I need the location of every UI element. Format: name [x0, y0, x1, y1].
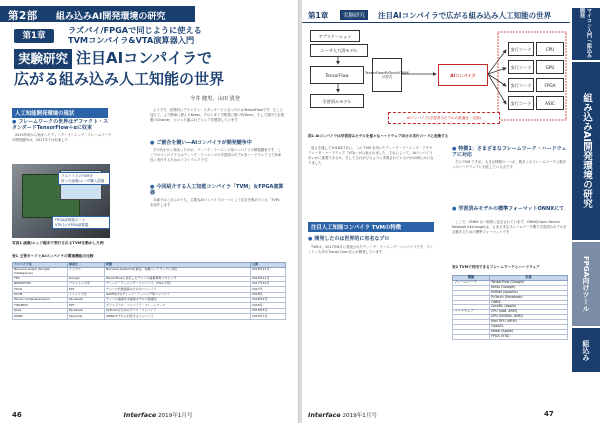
magazine-brand: Interface — [123, 411, 157, 419]
body-paragraph: その TVM ですが，大きな特徴の一つが，数多くのフレームワークと数多くのハードウェアに対応している点です． — [452, 160, 567, 169]
fig-onnx-format: TensorFlow/PyTorch/ONNXの形式 — [372, 58, 402, 92]
bullet-heading-1: ● フレームワークの世界はデファクト・スタンダードTensorFlow＋αに収束 — [12, 119, 112, 131]
framework-hardware-table — [452, 275, 568, 340]
bullet-heading-2: ● ご割合を競い―AIコンパイラが開発競争中 — [150, 140, 284, 146]
body-paragraph: 覚えを通して2018年7月に，この TVM を用いたディープ・ラーニング・アクセラレータ・ハードウェア「VTA」が公表されました．それによって，AIコンパイラがいかに重要であるか，そしてそれがどのように実現されているのかが明らかになりました． — [308, 146, 434, 165]
table-header: 公開 — [251, 263, 286, 268]
table-cell: Facebook — [68, 308, 105, 313]
right-page — [302, 0, 600, 423]
fig-target-label: 実行コード — [508, 60, 534, 74]
bullet-heading-r3: ● 学習済みモデルの標準フォーマットONNXにて — [452, 206, 568, 212]
right-body-text-3 — [452, 160, 568, 200]
callout-text: 使った画像/ユーザ購入認識 — [61, 178, 105, 183]
photo-callout-top — [58, 172, 110, 185]
body-paragraph: ようです．世界的にデファクト・スタンダードとなったのはTensorFlowです．そこに加えて，より簡単に使えるKeras，プロトタイプ開発に強いPyTorch，そして国内で企業製のChainer，といった顔ぶれでシェアを獲得しています． — [150, 108, 284, 122]
table-cell: PyTorch (Facebook) — [490, 295, 568, 300]
table-cell: TensorFlowに対応したテンソル演算専用プロセッサ — [105, 276, 251, 281]
subtitle-line-2: TVMコンパイラ&VTA演算器入門 — [68, 35, 195, 45]
fig-framework-name: TensorFlow — [325, 72, 349, 78]
table-cell: FPGA (VTA) — [490, 334, 568, 339]
chapter-running-header — [302, 8, 570, 23]
issue-date: 2019年1月号 — [342, 413, 378, 419]
right-body-text-4 — [452, 220, 568, 260]
right-body-text-1 — [308, 146, 434, 208]
table-cell: Keras (Google) — [490, 285, 568, 290]
table-cell: Swift向けのディープ・ラーニング用コンパイラ — [105, 292, 251, 297]
table-cell: MIT — [68, 303, 105, 308]
title-line-2: 広がる組み込み人工知能の世界 — [14, 70, 225, 88]
table-cell: DLVM — [13, 292, 68, 297]
table-row — [453, 334, 568, 339]
table-cell: Nervana Systemsを買収，各種ハードウェアに対応 — [105, 267, 251, 276]
table-cell: 2018年5月 — [251, 308, 286, 313]
bullet-heading-r1: ● 開発したのは世界的に有名なプロ — [308, 236, 434, 242]
chapter-number: 第1章 — [308, 11, 329, 20]
table-cell: TACO — [13, 287, 68, 292]
table-cell: Nervana Graph (Google Intelligence) — [13, 267, 68, 276]
table-cell: Skymizer — [68, 314, 105, 319]
table-cell — [453, 334, 490, 339]
table-cell: フレームワーク — [453, 280, 490, 285]
table-cell: ハードウェア — [453, 310, 490, 315]
side-tab-top: マイコン入門 / 組込み開発 — [572, 8, 600, 60]
body-text-4 — [150, 198, 284, 222]
compiler-table — [12, 262, 286, 320]
title-line-1: 注目AIコンパイラで — [76, 49, 213, 67]
experiment-badge: 実験研究 — [14, 49, 72, 69]
page-number: 47 — [544, 410, 554, 418]
left-footer — [12, 411, 193, 419]
table-cell: 2018年7月 — [251, 314, 286, 319]
right-footer — [308, 411, 570, 419]
fig-ai-compiler: AIコンパイラ — [438, 64, 488, 86]
table-header: 開発元 — [68, 263, 105, 268]
magazine-brand: Interface — [308, 411, 341, 419]
table-cell: 2018年11月 — [251, 267, 286, 276]
table-header: コンパイラ名 — [13, 263, 68, 268]
callout-text: VTA上のFPGA演算器 — [55, 222, 89, 227]
table-header: 種類 — [453, 276, 490, 281]
table-row — [13, 267, 286, 276]
table-cell: Google — [68, 276, 105, 281]
body-paragraph: 本稿ではこれらのうち，主要なAIコンパイラの一つとして注目を集めている「TVM」を紹介します． — [150, 198, 283, 207]
table-cell: MXNet (Apache) — [490, 290, 568, 295]
table-caption: 表1 主要ボードとAIコンパイラの関連機能の比較 — [12, 254, 94, 258]
subtitle-line-1: ラズパイ/FPGAで同じように使える — [68, 25, 202, 35]
body-text-1 — [12, 133, 112, 161]
fig-target-cpu: CPU — [536, 42, 564, 56]
table-cell: MIT — [68, 287, 105, 292]
table-cell: 2018年2月 — [251, 298, 286, 303]
body-paragraph: TVMは，2017年8月に発表されたディープ・ラーニング・コンパイラです．ワシントン大学のTianqi Chen氏らが開発しています． — [308, 245, 434, 254]
table-cell: GPU (NVIDIA, AMD) — [490, 315, 568, 320]
table-cell: ディープ・ラーニング・コンパイラ，VTAに対応 — [105, 281, 251, 286]
table-cell: ポリヘドラル・コンパイラ・フレームワーク — [105, 303, 251, 308]
fig-app-label: アプリケーション — [310, 30, 360, 42]
callout-text: FPGA演算器ボード — [55, 218, 86, 222]
figure-ai-compiler-flow — [308, 28, 570, 132]
table-cell: テンソル代数演算のためのコンパイラ — [105, 287, 251, 292]
table-cell: テンソル演算を多面体モデルで最適化 — [105, 298, 251, 303]
fig-target-label: 実行コード — [508, 42, 534, 56]
side-tab-bottom: 組込み — [572, 328, 600, 372]
table-cell: 2018年11月 — [251, 276, 286, 281]
table-cell: ワシントン大学 — [68, 281, 105, 286]
side-tab-main: 組み込みAI開発環境の研究 — [572, 62, 600, 240]
table-cell: ONNX — [490, 300, 568, 305]
bullet-heading-3: ● 今回紹介する人工知能コンパイラ「TVM」＆FPGA演算器 — [150, 184, 284, 196]
table-cell: Metal (Apple) — [490, 329, 568, 334]
fig-learning-model: 学習済みモデル — [310, 94, 364, 108]
part-header-bar — [0, 6, 195, 22]
article-subtitle — [68, 25, 202, 45]
table-cell: Tensor Comprehensions — [13, 298, 68, 303]
table-cell: PyTorchのためのグラフ・コンパイラ — [105, 308, 251, 313]
side-tab-sub: FPGA向けツール — [572, 242, 600, 326]
photo-callout-bottom — [52, 216, 110, 229]
table2-caption: 表2 TVMで利用できるフレームワークとハードウェア — [452, 265, 540, 269]
table-cell: イリノイ大学 — [68, 292, 105, 297]
table-cell: OpenCL — [490, 325, 568, 330]
part-label: 第2部 — [8, 10, 38, 22]
fig-target-fpga: FPGA — [536, 78, 564, 92]
table-cell: 2018年 — [251, 303, 286, 308]
fig-target-label: 実行コード — [508, 96, 534, 110]
body-text-3 — [150, 148, 284, 180]
body-paragraph: 2015年頃から始まったディープ・ラーニング・フレームワークの開発競争は，2017年では収束した — [12, 133, 112, 142]
page-number: 46 — [12, 411, 22, 419]
table-cell: 2017年 — [251, 287, 286, 292]
body-paragraph: ここで，ONNX は一般的に注目されています．ONNX(Open Neural Network eXchange)は，さまざまなフレームワーク間で学習済みモデルを交換するための標準フォーマットです． — [452, 220, 567, 234]
table-cell: ONNC — [13, 314, 68, 319]
chapter-tag: 実験研究 — [340, 10, 368, 20]
section-heading-1: 人工知能開発環境の現状 — [12, 108, 108, 118]
photo-caption: 写真1 画像/エッジ端末で実行されるTVMを動かした例 — [12, 241, 104, 245]
authors: 今井 健男，山田 貴登 — [190, 96, 240, 102]
table-cell: TensorFlow (Google) — [490, 280, 568, 285]
fig-target-asic: ASIC — [536, 96, 564, 110]
section-heading-2: 注目人工知能コンパイラ TVMの特徴 — [308, 222, 434, 232]
body-paragraph: その代わりに始まったのが，ディープ・ラーニング用コンパイラの開発競争です．ここでのコンパイラとはディープ・ラーニングの学習済みモデルをハードウェア上で効率良く実行するためのソフトウェアです． — [150, 148, 282, 162]
table-cell: Glow — [13, 308, 68, 313]
chapter-badge: 第1章 — [14, 29, 54, 43]
table-cell: 2018年 — [251, 292, 286, 297]
table-cell: TIRAMISU — [13, 303, 68, 308]
fig-target-gpu: GPU — [536, 60, 564, 74]
fig-framework-box — [310, 66, 364, 84]
table-row — [13, 314, 286, 319]
chapter-title: 注目AIコンパイラで広がる組み込み人工知能の世界 — [378, 11, 552, 20]
table-cell: CoreML (Apple) — [490, 305, 568, 310]
photo-raspi-demo — [12, 164, 110, 238]
table-cell: CPU (x86, ARM) — [490, 310, 568, 315]
part-title: 組み込みAI開発環境の研究 — [56, 12, 166, 22]
table-cell: 2017年10月 — [251, 281, 286, 286]
issue-date: 2019年1月号 — [158, 413, 193, 419]
callout-text: ラズパイ上のTVMを — [61, 174, 93, 178]
body-text-2 — [150, 108, 284, 138]
bullet-heading-r2: ● 特徴1：さまざまなフレームワーク・ハードウェアに対応 — [452, 146, 568, 158]
table-cell: インテル — [68, 267, 105, 276]
fig-bottom-note: AIコンパイラ(学習済みモデルの最適化・変換) — [388, 112, 500, 124]
fig-target-label: 実行コード — [508, 78, 534, 92]
figure-caption: 図1 AIコンパイラは学習済みモデルを様々なハードウェア向けの実行コードに変換する — [308, 134, 449, 138]
right-body-text-2 — [308, 245, 434, 335]
table-cell: TPU — [13, 276, 68, 281]
table-cell: Mali GPU (ARM) — [490, 320, 568, 325]
table-cell: NNVM/TVM — [13, 281, 68, 286]
left-page — [0, 0, 299, 423]
fig-user-model: ユーザ入力済モデル — [310, 44, 368, 57]
table-cell: Facebook — [68, 298, 105, 303]
table-header: 特徴 — [105, 263, 251, 268]
table-cell: ONNXモデルに対応するコンパイラ — [105, 314, 251, 319]
table-header: 名称 — [490, 276, 568, 281]
